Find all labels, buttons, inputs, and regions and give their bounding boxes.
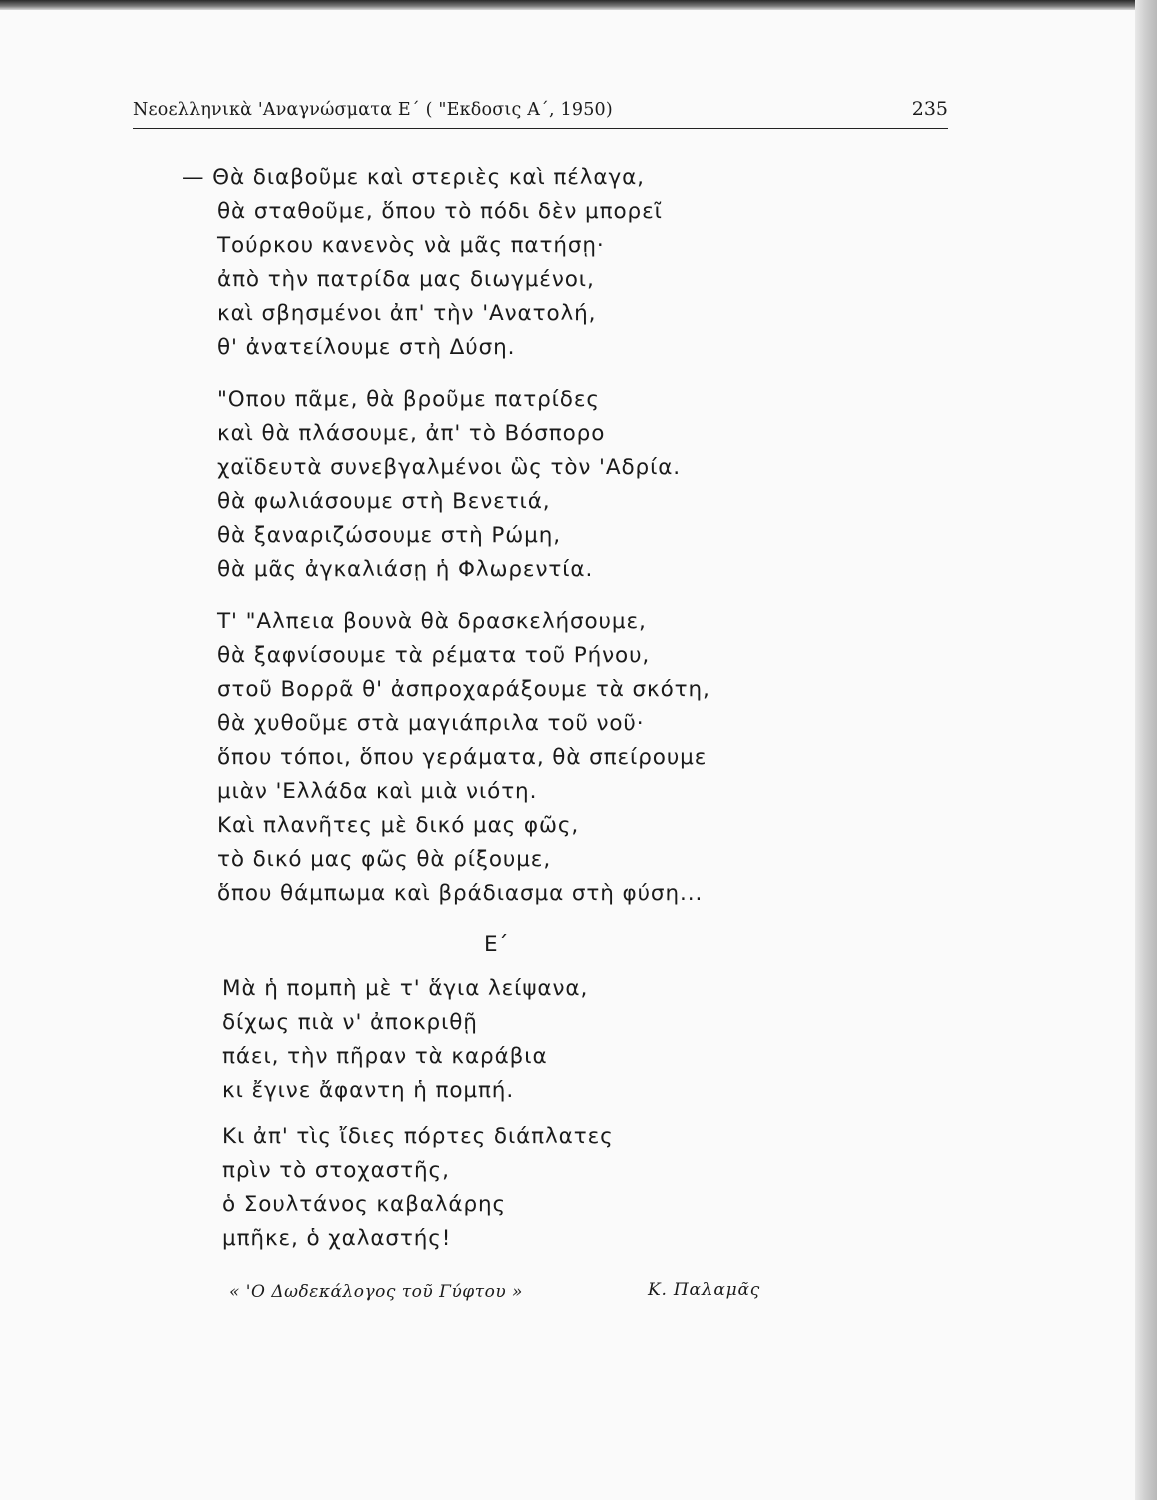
poem-line: "Οπου πᾶμε, θὰ βροῦμε πατρίδες <box>217 387 600 412</box>
page-right-edge <box>1135 0 1157 1500</box>
poem-line: κι ἔγινε ἄφαντη ἡ πομπή. <box>222 1078 515 1103</box>
section-mark: Ε΄ <box>484 932 509 957</box>
poem-line: χαϊδευτὰ συνεβγαλμένοι ὣς τὸν 'Αδρία. <box>217 455 682 480</box>
header-title: Νεοελληνικὰ 'Αναγνώσματα Ε΄ ( "Εκδοσις Α΄, 1950) <box>133 100 613 120</box>
poem-line: πάει, τὴν πῆραν τὰ καράβια <box>222 1044 548 1069</box>
poem-line: τὸ δικό μας φῶς θὰ ρίξουμε, <box>217 847 552 872</box>
poem-line: Τούρκου κανενὸς νὰ μᾶς πατήσῃ· <box>217 233 605 258</box>
poem-line: Κι ἀπ' τὶς ἴδιες πόρτες διάπλατες <box>222 1124 614 1149</box>
poem-line: θὰ ξαφνίσουμε τὰ ρέματα τοῦ Ρήνου, <box>217 643 651 668</box>
poem-source: « 'Ο Δωδεκάλογος τοῦ Γύφτου » <box>229 1282 523 1302</box>
poem-line: θ' ἀνατείλουμε στὴ Δύση. <box>217 335 516 360</box>
poem-line: ὁ Σουλτάνος καβαλάρης <box>222 1192 507 1217</box>
poem-line: καὶ θὰ πλάσουμε, ἀπ' τὸ Βόσπορο <box>217 421 606 446</box>
poem-line: μιὰν 'Ελλάδα καὶ μιὰ νιότη. <box>217 779 538 804</box>
poem-line: μπῆκε, ὁ χαλαστής! <box>222 1226 452 1251</box>
poem-line: Τ' "Αλπεια βουνὰ θὰ δρασκελήσουμε, <box>217 609 647 634</box>
poem-author: Κ. Παλαμᾶς <box>648 1280 761 1300</box>
poem-line: Μὰ ἡ πομπὴ μὲ τ' ἅγια λείψανα, <box>222 976 589 1001</box>
poem-line: — Θὰ διαβοῦμε καὶ στεριὲς καὶ πέλαγα, <box>182 165 645 190</box>
page-number: 235 <box>911 98 948 120</box>
running-header <box>133 98 948 129</box>
poem-line: θὰ μᾶς ἀγκαλιάσῃ ἡ Φλωρεντία. <box>217 557 594 582</box>
poem-line: πρὶν τὸ στοχαστῆς, <box>222 1158 450 1183</box>
page-top-edge <box>0 0 1157 10</box>
poem-line: ὅπου θάμπωμα καὶ βράδιασμα στὴ φύση... <box>217 881 704 906</box>
poem-line: ὅπου τόποι, ὅπου γεράματα, θὰ σπείρουμε <box>217 745 708 770</box>
poem-line: Καὶ πλανῆτες μὲ δικό μας φῶς, <box>217 813 580 838</box>
poem-line: θὰ ξαναριζώσουμε στὴ Ρώμη, <box>217 523 562 548</box>
poem-line: θὰ σταθοῦμε, ὅπου τὸ πόδι δὲν μπορεῖ <box>217 199 663 224</box>
poem-line: ἀπὸ τὴν πατρίδα μας διωγμένοι, <box>217 267 595 292</box>
poem-line: θὰ χυθοῦμε στὰ μαγιάπριλα τοῦ νοῦ· <box>217 711 645 736</box>
poem-line: θὰ φωλιάσουμε στὴ Βενετιά, <box>217 489 551 514</box>
poem-line: καὶ σβησμένοι ἀπ' τὴν 'Ανατολή, <box>217 301 597 326</box>
poem-line: δίχως πιὰ ν' ἀποκριθῇ <box>222 1010 478 1035</box>
poem-line: στοῦ Βορρᾶ θ' ἀσπροχαράξουμε τὰ σκότη, <box>217 677 711 702</box>
